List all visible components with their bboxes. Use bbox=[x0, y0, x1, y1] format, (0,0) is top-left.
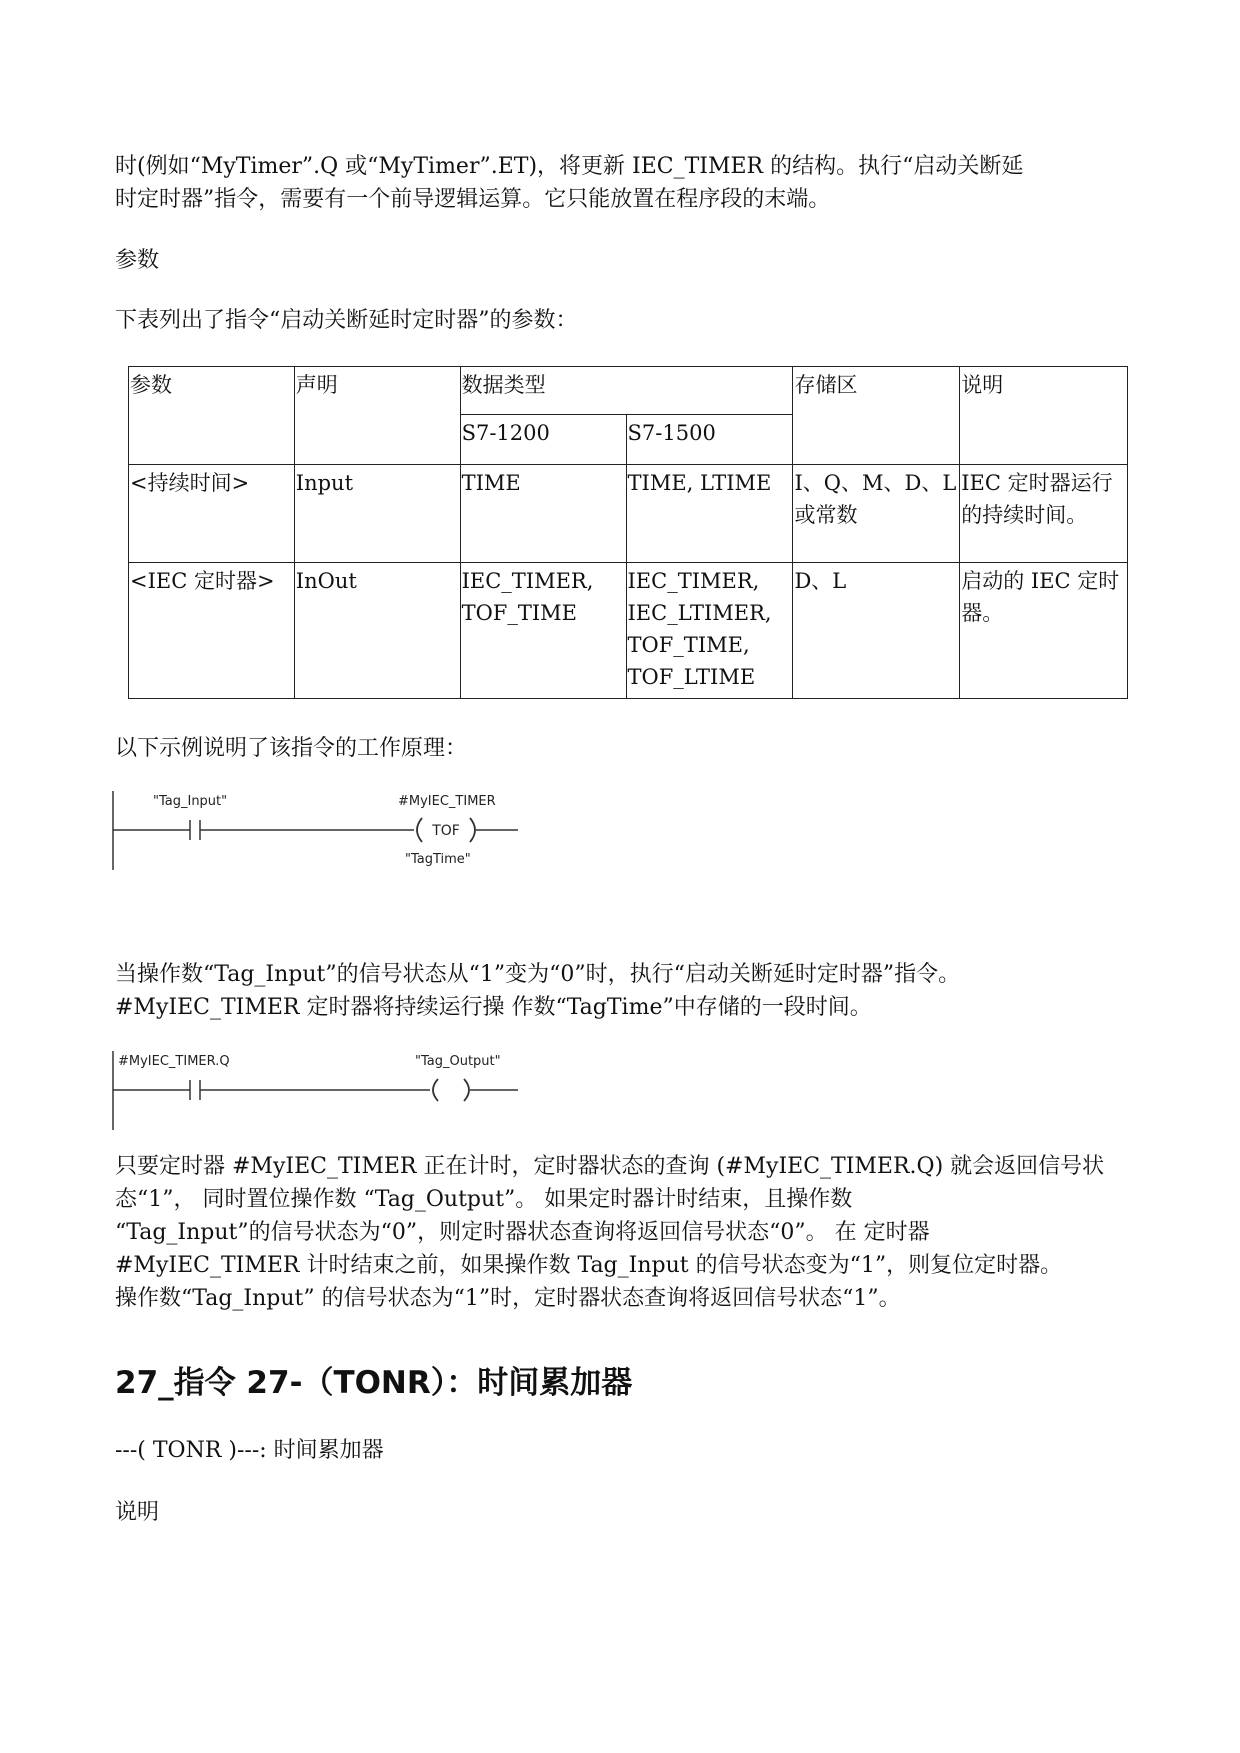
header-declaration: 声明 bbox=[294, 367, 460, 465]
cell-declaration: Input bbox=[294, 465, 460, 563]
coil-left-arc bbox=[433, 1079, 438, 1101]
desc1-line-1: 当操作数“Tag_Input”的信号状态从“1”变为“0”时，执行“启动关断延时定时器”指令。 bbox=[115, 962, 961, 987]
contact-label: "Tag_Input" bbox=[153, 794, 228, 809]
cell-line: IEC_LTIMER, bbox=[627, 601, 772, 625]
intro-line-1: 时(例如“MyTimer”.Q 或“MyTimer”.ET)，将更新 IEC_TIMER 的结构。执行“启动关断延 bbox=[115, 154, 1024, 179]
contact-label: #MyIEC_TIMER.Q bbox=[118, 1054, 230, 1069]
header-param: 参数 bbox=[129, 367, 295, 465]
cell-line: TOF_TIME, bbox=[627, 633, 750, 657]
table-intro: 下表列出了指令“启动关断延时定时器”的参数： bbox=[115, 308, 578, 333]
coil-text: TOF bbox=[432, 823, 460, 839]
coil-label: "Tag_Output" bbox=[415, 1054, 501, 1069]
cell-s7-1500 bbox=[626, 563, 793, 699]
ladder-diagram-tof bbox=[108, 788, 528, 873]
desc2-line-1: 只要定时器 #MyIEC_TIMER 正在计时，定时器状态的查询 (#MyIEC_TIMER.Q) 就会返回信号状 bbox=[115, 1154, 1105, 1179]
cell-memory: I、Q、M、D、L 或常数 bbox=[793, 465, 960, 563]
cell-param: <持续时间> bbox=[129, 465, 295, 563]
header-datatype: 数据类型 bbox=[460, 367, 793, 415]
desc2-line-4: #MyIEC_TIMER 计时结束之前，如果操作数 Tag_Input 的信号状态变为“1”，则复位定时器。 bbox=[115, 1253, 1063, 1278]
parameter-table bbox=[128, 366, 1128, 699]
desc2-line-2: 态“1”， 同时置位操作数 “Tag_Output”。 如果定时器计时结束，且操作数 bbox=[115, 1187, 853, 1212]
cell-line: IEC_TIMER, bbox=[461, 569, 594, 593]
cell-declaration: InOut bbox=[294, 563, 460, 699]
cell-param: <IEC 定时器> bbox=[129, 563, 295, 699]
section-heading: 27_指令 27-（TONR）：时间累加器 bbox=[115, 1365, 633, 1401]
desc1-line-2: #MyIEC_TIMER 定时器将持续运行操 作数“TagTime”中存储的一段时间。 bbox=[115, 995, 872, 1020]
time-label: "TagTime" bbox=[405, 852, 471, 867]
table-row bbox=[129, 465, 1128, 563]
cell-line: TOF_LTIME bbox=[627, 665, 756, 689]
desc2-line-5: 操作数“Tag_Input” 的信号状态为“1”时，定时器状态查询将返回信号状态“1”。 bbox=[115, 1286, 901, 1311]
ladder-diagram-coil bbox=[108, 1048, 528, 1133]
coil-left-arc bbox=[417, 818, 422, 842]
header-s7-1200: S7-1200 bbox=[460, 415, 626, 465]
table-row bbox=[129, 563, 1128, 699]
timer-label: #MyIEC_TIMER bbox=[398, 794, 496, 809]
cell-line: TOF_TIME bbox=[461, 601, 578, 625]
cell-memory: D、L bbox=[793, 563, 960, 699]
description-label: 说明 bbox=[115, 1500, 160, 1525]
params-heading: 参数 bbox=[115, 248, 160, 273]
cell-description: IEC 定时器运行 的持续时间。 bbox=[960, 465, 1128, 563]
coil-right-arc bbox=[470, 818, 475, 842]
header-s7-1500: S7-1500 bbox=[626, 415, 793, 465]
intro-paragraph bbox=[115, 150, 1127, 216]
header-memory: 存储区 bbox=[793, 367, 960, 465]
header-description: 说明 bbox=[960, 367, 1128, 465]
example-intro: 以下示例说明了该指令的工作原理： bbox=[115, 736, 468, 761]
cell-line: IEC_TIMER, bbox=[627, 569, 760, 593]
intro-line-2: 时定时器”指令，需要有一个前导逻辑运算。它只能放置在程序段的末端。 bbox=[115, 187, 831, 212]
coil-right-arc bbox=[464, 1079, 469, 1101]
cell-description: 启动的 IEC 定时 器。 bbox=[960, 563, 1128, 699]
cell-s7-1200: TIME bbox=[460, 465, 626, 563]
cell-s7-1500: TIME, LTIME bbox=[626, 465, 793, 563]
desc2-line-3: “Tag_Input”的信号状态为“0”，则定时器状态查询将返回信号状态“0”。 在 定时器 bbox=[115, 1220, 930, 1245]
description-2 bbox=[115, 1150, 1127, 1315]
tonr-symbol: ---( TONR )---: 时间累加器 bbox=[115, 1438, 384, 1463]
cell-s7-1200 bbox=[460, 563, 626, 699]
description-1 bbox=[115, 958, 1127, 1024]
